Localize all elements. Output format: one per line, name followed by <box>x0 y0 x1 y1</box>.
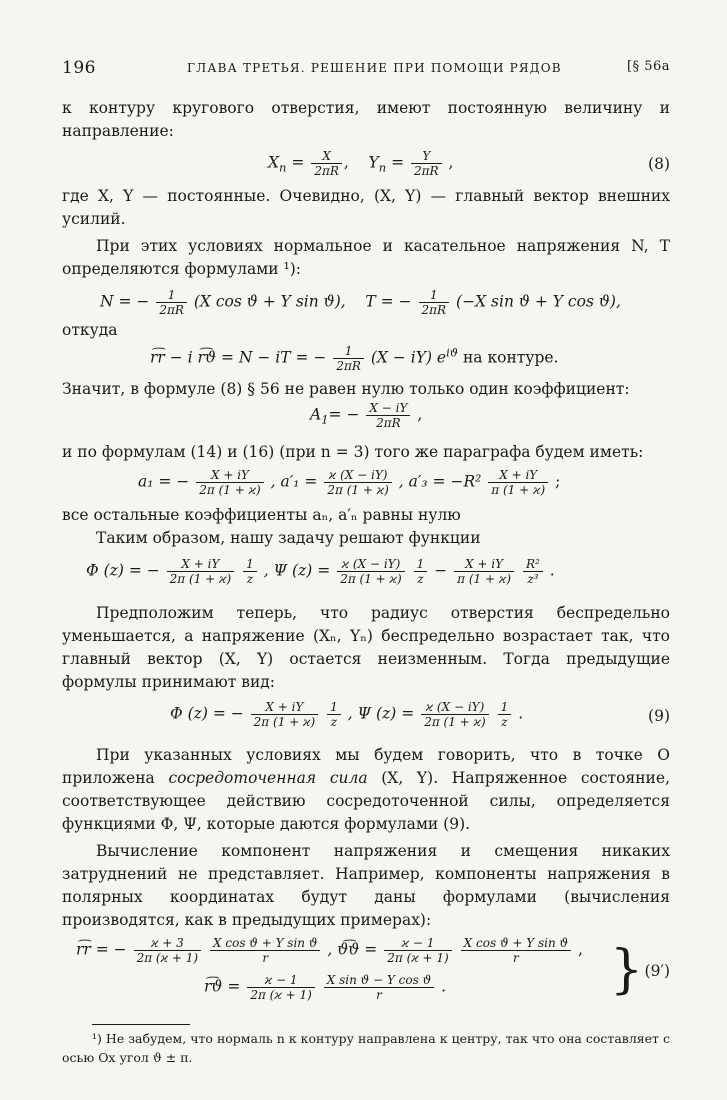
eq9p-frac4: $\frac{\text{X cos ϑ + Y sin ϑ}}{r}$ <box>461 936 571 965</box>
otkuda: откуда <box>62 321 118 339</box>
coef-frac2: $\frac{ϰ (X - iY)}{2\pi (1 + ϰ)}$ <box>324 468 392 497</box>
eq9p-frac6: $\frac{\text{X sin ϑ − Y cos ϑ}}{r}$ <box>324 973 434 1002</box>
eq9p-frac5: $\frac{ϰ - 1}{2\pi (ϰ + 1)}$ <box>247 973 315 1002</box>
eq9-psi: , Ψ (z) = <box>347 704 415 723</box>
eq9p-comma: , <box>578 940 583 959</box>
eqRR-lhs: r͡r − i r͡ϑ = N − iT = − <box>150 348 327 367</box>
page-number: 196 <box>62 58 96 78</box>
eqRR-exp: iϑ <box>446 345 459 360</box>
psi-frac2: $\frac{1}{z}$ <box>414 557 428 586</box>
eqRR-text: на контуре. <box>462 348 559 367</box>
equation-A1 <box>62 401 670 435</box>
eq9-tail: . <box>518 704 524 723</box>
eq9p-tt: , ϑ͡ϑ = <box>327 940 378 959</box>
p9-part2: (X, Y). Напряженное состояние, соответствующее действию сосредоточенной силы, определяется функциями Φ, Ψ, которые даются формулами (9). <box>62 769 670 833</box>
coef-a1: a₁ = − <box>138 472 190 491</box>
coef-a3p: , a′₃ = −R² <box>398 472 482 491</box>
eq8-x: X <box>268 153 280 172</box>
psi-frac1: $\frac{ϰ (X - iY)}{2\pi (1 + ϰ)}$ <box>337 557 405 586</box>
eqRR-frac: $\frac{1}{2\pi R}$ <box>333 344 364 373</box>
eqNT-frac1: $\frac{1}{2\pi R}$ <box>156 288 187 317</box>
phi-frac2: $\frac{1}{z}$ <box>243 557 257 586</box>
eqNT-T: T = − <box>365 292 412 311</box>
paragraph-7: Таким образом, нашу задачу решают функции <box>96 529 481 547</box>
equation-phi-psi <box>62 554 670 594</box>
paragraph-1: к контуру кругового отверстия, имеют постоянную величину и направление: <box>62 99 670 140</box>
psi-minus: − <box>434 561 448 580</box>
eqNT-frac2: $\frac{1}{2\pi R}$ <box>419 288 450 317</box>
psi-frac3: $\frac{X + iY}{\pi (1 + ϰ)}$ <box>454 557 514 586</box>
eq8-frac2: $\frac{Y}{2\pi R}$ <box>411 149 442 178</box>
paragraph-9 <box>62 744 670 836</box>
equation-rr <box>62 342 670 376</box>
equation-8: $X_n$ = $\frac{X}{2\pi R}$ , $Y_n$ = $\frac{Y}{2\pi R}$ , (8) <box>268 149 670 178</box>
eq9-label: (9) <box>648 707 670 725</box>
equation-9 <box>62 698 670 736</box>
paragraph-3: При этих условиях нормальное и касательное напряжения N, T определяются формулами ¹): <box>62 237 670 278</box>
eqNT-N-rhs: (X cos ϑ + Y sin ϑ), <box>193 292 346 311</box>
eq9-phi: Φ (z) = − <box>170 704 244 723</box>
eqNT-T-rhs: (−X sin ϑ + Y cos ϑ), <box>456 292 621 311</box>
section-ref: [§ 56a <box>627 59 670 74</box>
paragraph-5: и по формулам (14) и (16) (при n = 3) того же параграфа будем иметь: <box>62 443 644 461</box>
eq9p-frac3: $\frac{ϰ - 1}{2\pi (ϰ + 1)}$ <box>384 936 452 965</box>
equation-coefficients <box>62 466 670 502</box>
eqRR-rhs: (X − iY) e <box>370 348 447 367</box>
eq8-frac1: $\frac{X}{2\pi R}$ <box>311 149 342 178</box>
eqA-tail: , <box>417 405 423 424</box>
eqA-frac: $\frac{X - iY}{2\pi R}$ <box>366 401 410 430</box>
eq8-label: (8) <box>648 155 670 173</box>
equation-9-prime <box>62 936 670 1010</box>
coef-tail: ; <box>555 472 561 491</box>
paragraph-10: Вычисление компонент напряжения и смещения никаких затруднений не представляет. Например, компоненты напряжения в полярных координатах будут даны формулами (вычисления производятся, как в предыдущих примерах): <box>62 842 670 929</box>
p9-emphasis: сосредоточенная сила <box>168 769 368 787</box>
eq8-y: Y <box>368 153 379 172</box>
footnote: ¹) Не забудем, что нормаль n к контуру направлена к центру, так что она составляет с осью Ox угол ϑ ± π. <box>62 1031 670 1065</box>
running-header <box>62 58 670 80</box>
paragraph-2: где X, Y — постоянные. Очевидно, (X, Y) — главный вектор внешних усилий. <box>62 187 670 228</box>
eq9p-period: . <box>441 977 447 996</box>
paragraph-4: Значит, в формуле (8) § 56 не равен нулю только один коэффициент: <box>62 380 630 398</box>
psi-lhs: , Ψ (z) = <box>263 561 331 580</box>
eq8-sub1: n <box>279 160 287 175</box>
eq9-frac4: $\frac{1}{z}$ <box>498 700 512 729</box>
right-brace: } <box>610 940 644 1000</box>
paragraph-6: все остальные коэффициенты aₙ, a′ₙ равны нулю <box>62 506 461 524</box>
eq9p-frac1: $\frac{ϰ + 3}{2\pi (ϰ + 1)}$ <box>134 936 202 965</box>
eq8-sub2: n <box>378 160 387 175</box>
coef-a1p: , a′₁ = <box>270 472 318 491</box>
eq9p-frac2: $\frac{\text{X cos ϑ + Y sin ϑ}}{r}$ <box>210 936 320 965</box>
phi-lhs: Φ (z) = − <box>86 561 160 580</box>
eqNT-N: N = − <box>100 292 150 311</box>
coef-frac1: $\frac{X + iY}{2\pi (1 + ϰ)}$ <box>196 468 264 497</box>
phi-frac1: $\frac{X + iY}{2\pi (1 + ϰ)}$ <box>167 557 235 586</box>
p9-part1: При указанных условиях мы будем говорить, что в точке O приложена <box>62 746 670 787</box>
eq9p-rr: r͡r = − <box>76 940 127 959</box>
footnote-rule <box>92 1024 190 1025</box>
eqA-eq: = − <box>328 405 360 424</box>
eqA-sub: 1 <box>321 412 329 427</box>
eq9p-label: (9′) <box>644 962 670 980</box>
coef-frac3: $\frac{X + iY}{\pi (1 + ϰ)}$ <box>488 468 548 497</box>
equation-NT <box>62 285 670 319</box>
eq9-frac3: $\frac{ϰ (X - iY)}{2\pi (1 + ϰ)}$ <box>421 700 489 729</box>
paragraph-8: Предположим теперь, что радиус отверстия беспредельно уменьшается, а напряжение (Xₙ, Yₙ) беспредельно возрастает так, что главный вектор (X, Y) остается неизменным. Тогда предыдущие формулы принимают вид: <box>62 604 670 691</box>
chapter-title: ГЛАВА ТРЕТЬЯ. РЕШЕНИЕ ПРИ ПОМОЩИ РЯДОВ <box>187 61 562 75</box>
phi-tail: . <box>549 561 555 580</box>
eq9-frac1: $\frac{X + iY}{2\pi (1 + ϰ)}$ <box>251 700 319 729</box>
eqA-A: A <box>310 405 322 424</box>
page <box>62 58 670 1067</box>
psi-frac4: $\frac{\text{R²}}{\text{z³}}$ <box>523 557 543 586</box>
eq9-frac2: $\frac{1}{z}$ <box>327 700 341 729</box>
eq9p-rt: r͡ϑ = <box>204 977 241 996</box>
